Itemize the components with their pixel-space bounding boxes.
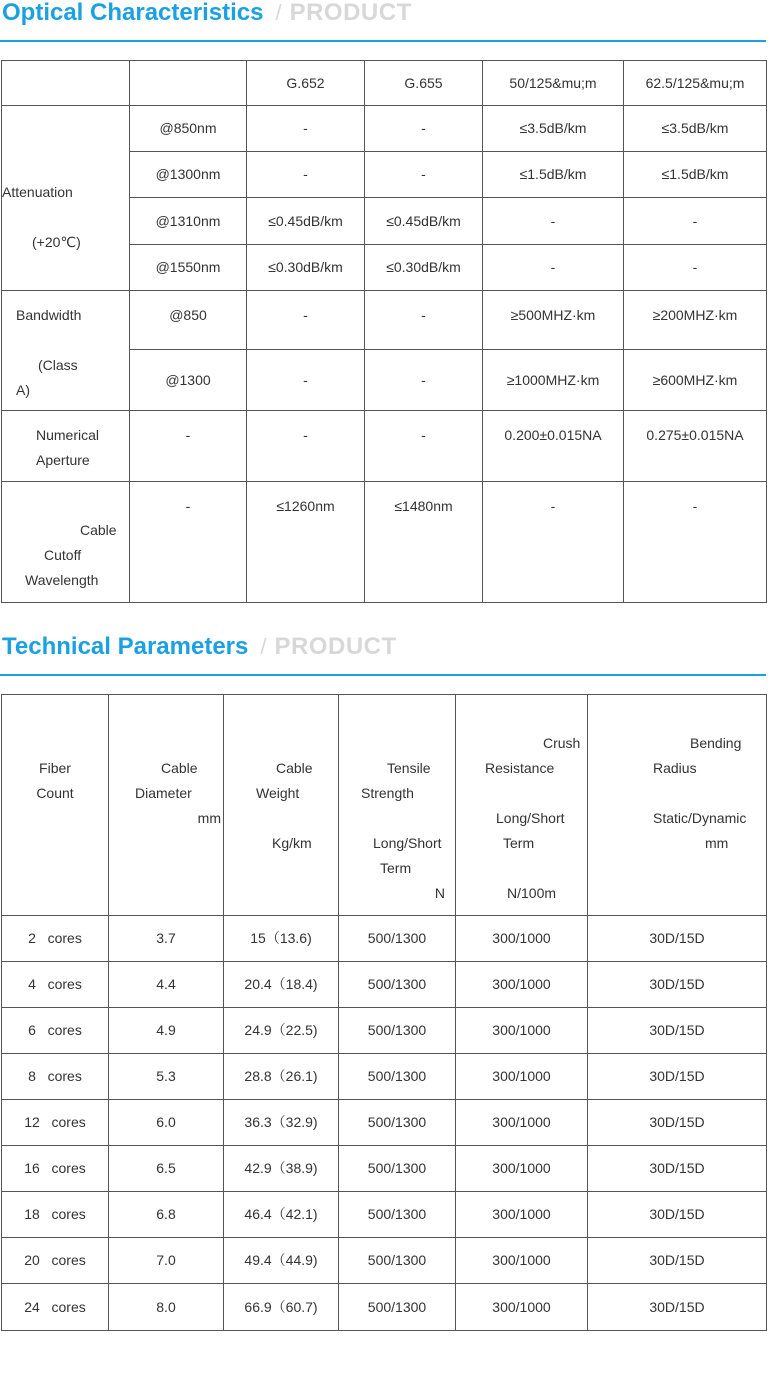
g655-cell: - [365, 106, 483, 152]
mm62-cell: - [624, 198, 767, 244]
bandwidth-class: (Class [38, 356, 78, 373]
optical-section-header [0, 0, 766, 42]
wavelength-cell: @850nm [130, 106, 247, 152]
header-line: N/100m [507, 885, 557, 901]
header-line: Kg/km [272, 835, 312, 851]
header-fiber-count [2, 695, 109, 916]
mm62-cell: - [624, 482, 767, 603]
fiber-count-cell: 8 cores [2, 1054, 109, 1100]
header-line: Count [36, 785, 74, 801]
crush-cell: 300/1000 [456, 1146, 588, 1192]
wavelength-cell: @1300nm [130, 152, 247, 198]
tensile-cell: 500/1300 [339, 1146, 456, 1192]
table-row [2, 1238, 767, 1284]
mm62-cell: ≥200MHZ·km [624, 290, 767, 349]
bandwidth-class-a: A) [16, 381, 30, 398]
g652-cell: - [247, 290, 365, 349]
wavelength-cell: - [130, 411, 247, 482]
table-row [2, 1054, 767, 1100]
tensile-cell: 500/1300 [339, 1054, 456, 1100]
bending-cell: 30D/15D [588, 1238, 767, 1284]
g655-cell: - [365, 411, 483, 482]
technical-table [1, 694, 767, 1331]
fiber-count-cell: 16 cores [2, 1146, 109, 1192]
mm62-cell: - [624, 244, 767, 290]
diameter-cell: 6.0 [109, 1100, 224, 1146]
table-row [2, 962, 767, 1008]
header-line [588, 781, 766, 806]
g652-cell: - [247, 411, 365, 482]
bending-cell: 30D/15D [588, 916, 767, 962]
diameter-cell: 6.5 [109, 1146, 224, 1192]
diameter-cell: 3.7 [109, 916, 224, 962]
g652-cell: - [247, 152, 365, 198]
header-line: Resistance [485, 760, 555, 776]
na-label-line1: Numerical [36, 427, 100, 444]
na-label-line2: Aperture [36, 452, 90, 469]
wavelength-cell: @1550nm [130, 244, 247, 290]
weight-cell: 20.4（18.4) [224, 962, 339, 1008]
mm50-cell: - [483, 198, 624, 244]
optical-title-subtitle: PRODUCT [289, 0, 412, 26]
weight-cell: 24.9（22.5) [224, 1008, 339, 1054]
header-line [224, 806, 338, 831]
header-line [456, 781, 587, 806]
cutoff-label-line1: Cable [80, 522, 117, 539]
attenuation-label: Attenuation [2, 184, 73, 201]
bending-cell: 30D/15D [588, 962, 767, 1008]
technical-title-separator: / [260, 634, 267, 659]
fiber-count-cell: 2 cores [2, 916, 109, 962]
fiber-count-cell: 20 cores [2, 1238, 109, 1284]
g655-cell: ≤0.45dB/km [365, 198, 483, 244]
table-row [2, 482, 767, 603]
g652-cell: - [247, 349, 365, 410]
g652-cell: ≤0.45dB/km [247, 198, 365, 244]
optical-header-cell [130, 61, 247, 106]
tensile-cell: 500/1300 [339, 1238, 456, 1284]
mm50-cell: ≥500MHZ·km [483, 290, 624, 349]
weight-cell: 42.9（38.9) [224, 1146, 339, 1192]
optical-table [1, 60, 767, 603]
g652-cell: ≤0.30dB/km [247, 244, 365, 290]
cutoff-label-cell [2, 482, 130, 603]
g655-cell: ≤0.30dB/km [365, 244, 483, 290]
attenuation-label-cell [2, 106, 130, 291]
header-line: Fiber [39, 760, 71, 776]
header-diameter [109, 695, 224, 916]
wavelength-cell: - [130, 482, 247, 603]
optical-header-cell [2, 61, 130, 106]
cutoff-label-line2: Cutoff [44, 547, 82, 564]
technical-section-title [2, 634, 397, 660]
wavelength-cell: @850 [130, 290, 247, 349]
header-crush [456, 695, 588, 916]
g655-cell: ≤1480nm [365, 482, 483, 603]
technical-title-text: Technical Parameters [2, 633, 249, 660]
crush-cell: 300/1000 [456, 1008, 588, 1054]
g655-cell: - [365, 349, 483, 410]
header-line: Long/Short [496, 810, 565, 826]
table-row [2, 290, 767, 349]
wavelength-cell: @1310nm [130, 198, 247, 244]
tensile-cell: 500/1300 [339, 1192, 456, 1238]
bandwidth-label: Bandwidth [16, 306, 82, 323]
fiber-count-cell: 24 cores [2, 1284, 109, 1331]
table-row [2, 916, 767, 962]
bandwidth-label-cell [2, 290, 130, 410]
header-line: N [434, 885, 445, 901]
header-line: Cable [276, 760, 313, 776]
fiber-count-cell: 12 cores [2, 1100, 109, 1146]
bending-cell: 30D/15D [588, 1008, 767, 1054]
header-line [339, 806, 455, 831]
header-line [456, 856, 587, 881]
diameter-cell: 7.0 [109, 1238, 224, 1284]
g652-cell: - [247, 106, 365, 152]
header-line: Diameter [135, 785, 192, 801]
diameter-cell: 8.0 [109, 1284, 224, 1331]
diameter-cell: 4.9 [109, 1008, 224, 1054]
crush-cell: 300/1000 [456, 916, 588, 962]
table-row [2, 1192, 767, 1238]
mm62-cell: 0.275±0.015NA [624, 411, 767, 482]
mm62-cell: ≤3.5dB/km [624, 106, 767, 152]
table-row [2, 1100, 767, 1146]
mm50-cell: ≤1.5dB/km [483, 152, 624, 198]
optical-title-text: Optical Characteristics [2, 0, 264, 26]
weight-cell: 46.4（42.1) [224, 1192, 339, 1238]
mm50-cell: ≤3.5dB/km [483, 106, 624, 152]
mm50-cell: ≥1000MHZ·km [483, 349, 624, 410]
wavelength-cell: @1300 [130, 349, 247, 410]
header-line: Bending [690, 735, 742, 751]
mm62-cell: ≤1.5dB/km [624, 152, 767, 198]
cutoff-label-line3: Wavelength [25, 572, 99, 589]
table-row [2, 1284, 767, 1331]
optical-header-cell: G.652 [247, 61, 365, 106]
crush-cell: 300/1000 [456, 1054, 588, 1100]
weight-cell: 49.4（44.9) [224, 1238, 339, 1284]
header-line: mm [197, 810, 221, 826]
bending-cell: 30D/15D [588, 1054, 767, 1100]
tensile-cell: 500/1300 [339, 1284, 456, 1331]
header-line: Cable [161, 760, 198, 776]
header-line: Strength [361, 785, 414, 801]
header-line: Crush [543, 735, 581, 751]
fiber-count-cell: 6 cores [2, 1008, 109, 1054]
tensile-cell: 500/1300 [339, 916, 456, 962]
optical-section-title [2, 0, 412, 26]
crush-cell: 300/1000 [456, 962, 588, 1008]
g652-cell: ≤1260nm [247, 482, 365, 603]
header-line: Weight [256, 785, 300, 801]
header-line: Term [380, 860, 412, 876]
tensile-cell: 500/1300 [339, 1008, 456, 1054]
optical-header-cell: 62.5/125&mu;m [624, 61, 767, 106]
weight-cell: 28.8（26.1) [224, 1054, 339, 1100]
mm50-cell: 0.200±0.015NA [483, 411, 624, 482]
g655-cell: - [365, 290, 483, 349]
header-line: Static/Dynamic [653, 810, 747, 826]
bending-cell: 30D/15D [588, 1192, 767, 1238]
header-line: Term [503, 835, 535, 851]
crush-cell: 300/1000 [456, 1100, 588, 1146]
header-line: mm [705, 835, 729, 851]
technical-title-subtitle: PRODUCT [274, 633, 397, 660]
mm50-cell: - [483, 482, 624, 603]
crush-cell: 300/1000 [456, 1192, 588, 1238]
optical-header-cell: 50/125&mu;m [483, 61, 624, 106]
header-bending [588, 695, 767, 916]
optical-header-cell: G.655 [365, 61, 483, 106]
table-row [2, 411, 767, 482]
mm50-cell: - [483, 244, 624, 290]
mm62-cell: ≥600MHZ·km [624, 349, 767, 410]
diameter-cell: 5.3 [109, 1054, 224, 1100]
weight-cell: 15（13.6) [224, 916, 339, 962]
technical-section-header [0, 634, 766, 676]
tensile-cell: 500/1300 [339, 1100, 456, 1146]
attenuation-temp: (+20℃) [32, 234, 81, 251]
diameter-cell: 4.4 [109, 962, 224, 1008]
g655-cell: - [365, 152, 483, 198]
header-tensile [339, 695, 456, 916]
weight-cell: 36.3（32.9) [224, 1100, 339, 1146]
optical-header-row [2, 61, 767, 106]
optical-title-separator: / [275, 0, 282, 25]
bending-cell: 30D/15D [588, 1284, 767, 1331]
table-row [2, 1008, 767, 1054]
crush-cell: 300/1000 [456, 1238, 588, 1284]
fiber-count-cell: 4 cores [2, 962, 109, 1008]
diameter-cell: 6.8 [109, 1192, 224, 1238]
bending-cell: 30D/15D [588, 1100, 767, 1146]
na-label-cell [2, 411, 130, 482]
fiber-count-cell: 18 cores [2, 1192, 109, 1238]
technical-header-row [2, 695, 767, 916]
tensile-cell: 500/1300 [339, 962, 456, 1008]
table-row [2, 106, 767, 152]
header-weight [224, 695, 339, 916]
table-row [2, 1146, 767, 1192]
crush-cell: 300/1000 [456, 1284, 588, 1331]
header-line: Tensile [387, 760, 431, 776]
header-line: Long/Short [373, 835, 442, 851]
header-line: Radius [653, 760, 697, 776]
weight-cell: 66.9（60.7) [224, 1284, 339, 1331]
bending-cell: 30D/15D [588, 1146, 767, 1192]
